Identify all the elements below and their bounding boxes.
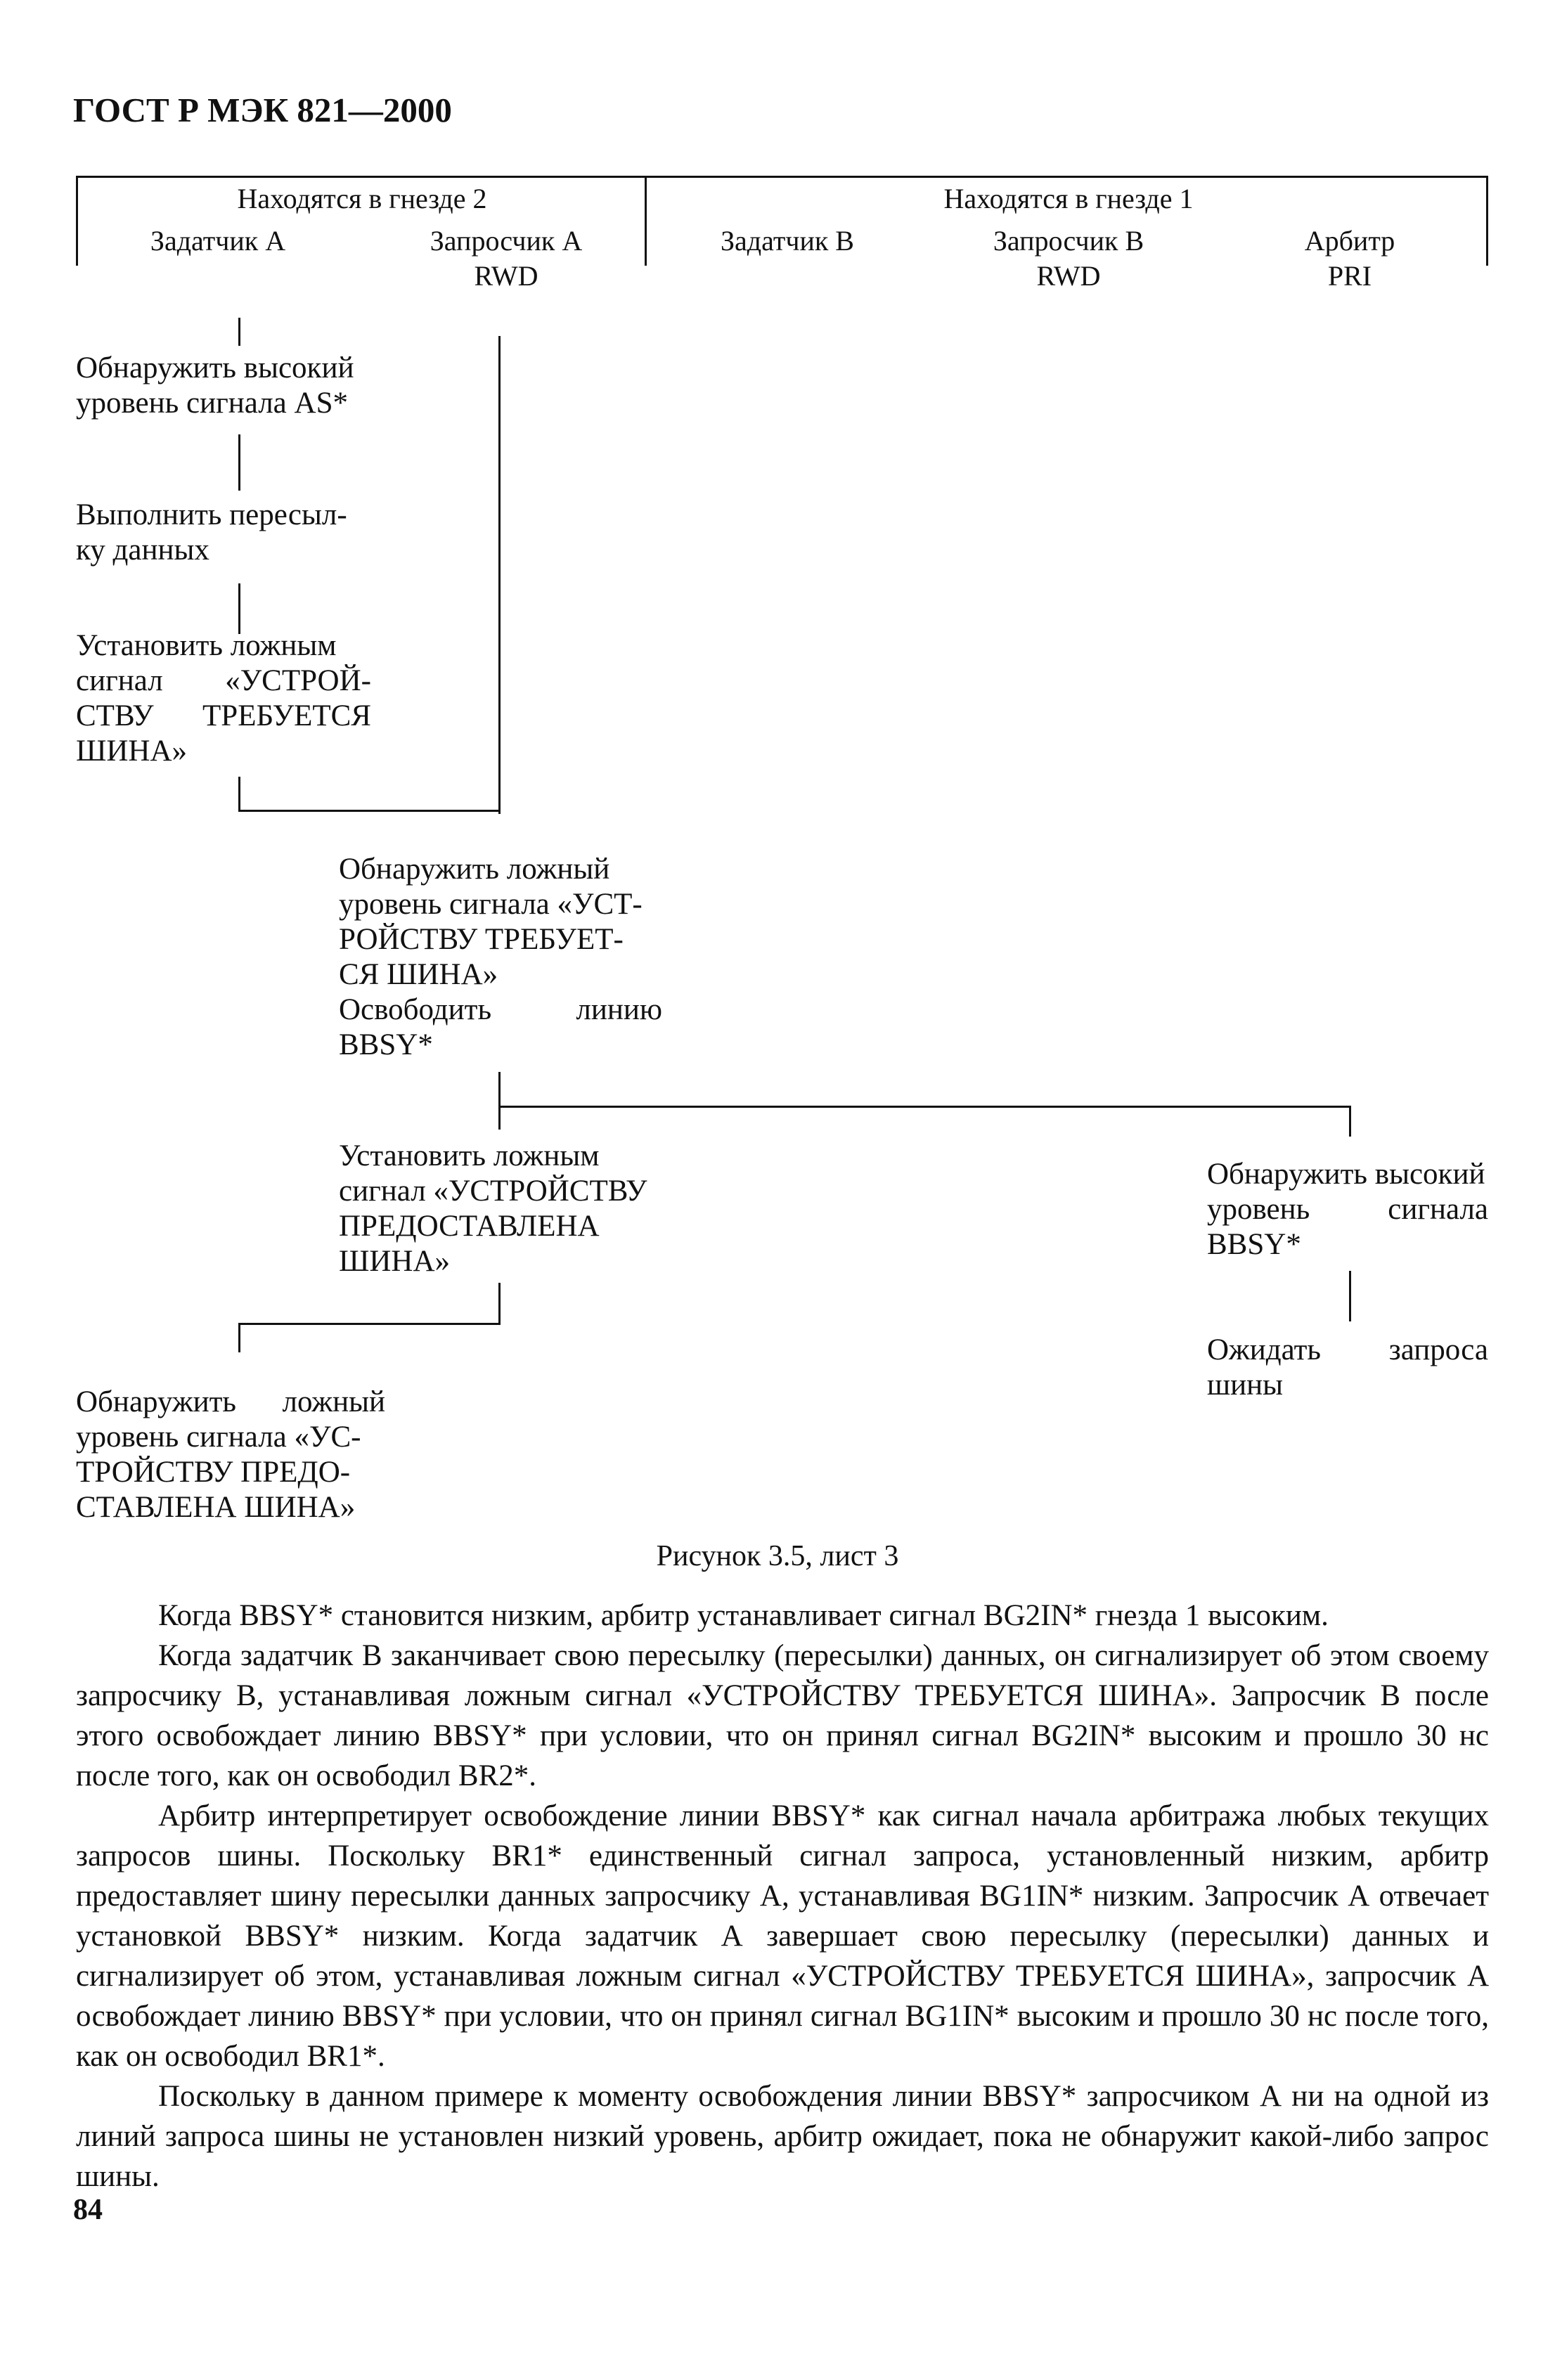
paragraph: Поскольку в данном примере к моменту освобождения линии BBSY* запросчиком А ни на одной из линий запроса шины не установлен низкий уровень, арбитр ожидает, пока не обнаружит какой-либо запрос шины. <box>76 2080 1489 2193</box>
step-detect-bus-granted: Обнаружить ложный уровень сигнала «УС- ТРОЙСТВУ ПРЕДО- СТАВЛЕНА ШИНА» <box>76 1385 385 1524</box>
table-divider <box>645 176 647 266</box>
connector <box>238 583 240 634</box>
table-top-border <box>76 176 1486 178</box>
step-wait-bus-request: Ожидать запроса шины <box>1207 1333 1488 1402</box>
connector <box>238 1323 501 1325</box>
page-number: 84 <box>73 2194 103 2226</box>
group-slot-2: Находятся в гнезде 2 <box>237 183 487 214</box>
connector <box>498 1283 501 1325</box>
step-detect-as: Обнаружить высокий уровень сигнала AS* <box>76 351 354 420</box>
connector <box>238 318 240 346</box>
step-set-bus-request: Установить ложным сигнал «УСТРОЙ- СТВУ ТРЕБУЕТСЯ ШИНА» <box>76 629 371 768</box>
connector <box>238 777 240 812</box>
col-requester-b: Запросчик В RWD <box>993 225 1144 292</box>
figure-caption: Рисунок 3.5, лист 3 <box>656 1540 899 1572</box>
connector <box>1349 1106 1351 1137</box>
col-master-a: Задатчик А <box>150 225 286 257</box>
step-set-bus-granted: Установить ложным сигнал «УСТРОЙСТВУ ПРЕДОСТАВЛЕНА ШИНА» <box>339 1139 647 1278</box>
paragraph: Когда BBSY* становится низким, арбитр устанавливает сигнал BG2IN* гнезда 1 высоким. <box>158 1599 1329 1632</box>
step-transfer-data: Выполнить пересыл- ку данных <box>76 498 347 567</box>
group-slot-1: Находятся в гнезде 1 <box>943 183 1194 214</box>
col-master-b: Задатчик В <box>721 225 854 257</box>
connector <box>498 1106 1351 1108</box>
paragraph: Арбитр интерпретирует освобождение линии BBSY* как сигнал начала арбитража любых текущих запросов шины. Поскольку BR1* единственный сигнал запроса, установленный низким, арбитр предоставляет шину пересылки данных запросчику А, устанавливая BG1IN* низким. Запросчик А отвечает установкой BBSY* низким. Когда задатчик А завершает свою пересылку (пересылки) данных и сигнализирует об этом, устанавливая ложным сигнал «УСТРОЙСТВУ ТРЕБУЕТСЯ ШИНА», запросчик А освобождает линию BBSY* при условии, что он принял сигнал BG1IN* высоким и прошло 30 нс после того, как он освободил BR1*. <box>76 1799 1489 2073</box>
table-left-border <box>76 176 78 266</box>
paragraph: Когда задатчик В заканчивает свою пересылку (пересылки) данных, он сигнализирует об этом своему запросчику В, устанавливая ложным сигнал «УСТРОЙСТВУ ТРЕБУЕТСЯ ШИНА». Запросчик В после этого освобождает линию BBSY* при условии, что он принял сигнал BG2IN* высоким и прошло 30 нс после того, как он освободил BR2*. <box>76 1639 1489 1792</box>
connector <box>238 810 501 812</box>
connector <box>498 1072 501 1130</box>
col-requester-a: Запросчик А RWD <box>430 225 583 292</box>
connector <box>498 336 501 814</box>
step-detect-release-bbsy: Обнаружить ложный уровень сигнала «УСТ- РОЙСТВУ ТРЕБУЕТ- СЯ ШИНА» Освободить линию BBSY* <box>339 853 662 1061</box>
connector <box>1349 1271 1351 1321</box>
document-header: ГОСТ Р МЭК 821—2000 <box>73 91 452 129</box>
body-text <box>76 1596 1489 2197</box>
connector <box>238 1323 240 1352</box>
col-arbiter: Арбитр PRI <box>1304 225 1395 292</box>
connector <box>238 434 240 491</box>
step-arbiter-detect-bbsy: Обнаружить высокий уровень сигнала BBSY* <box>1207 1158 1488 1261</box>
